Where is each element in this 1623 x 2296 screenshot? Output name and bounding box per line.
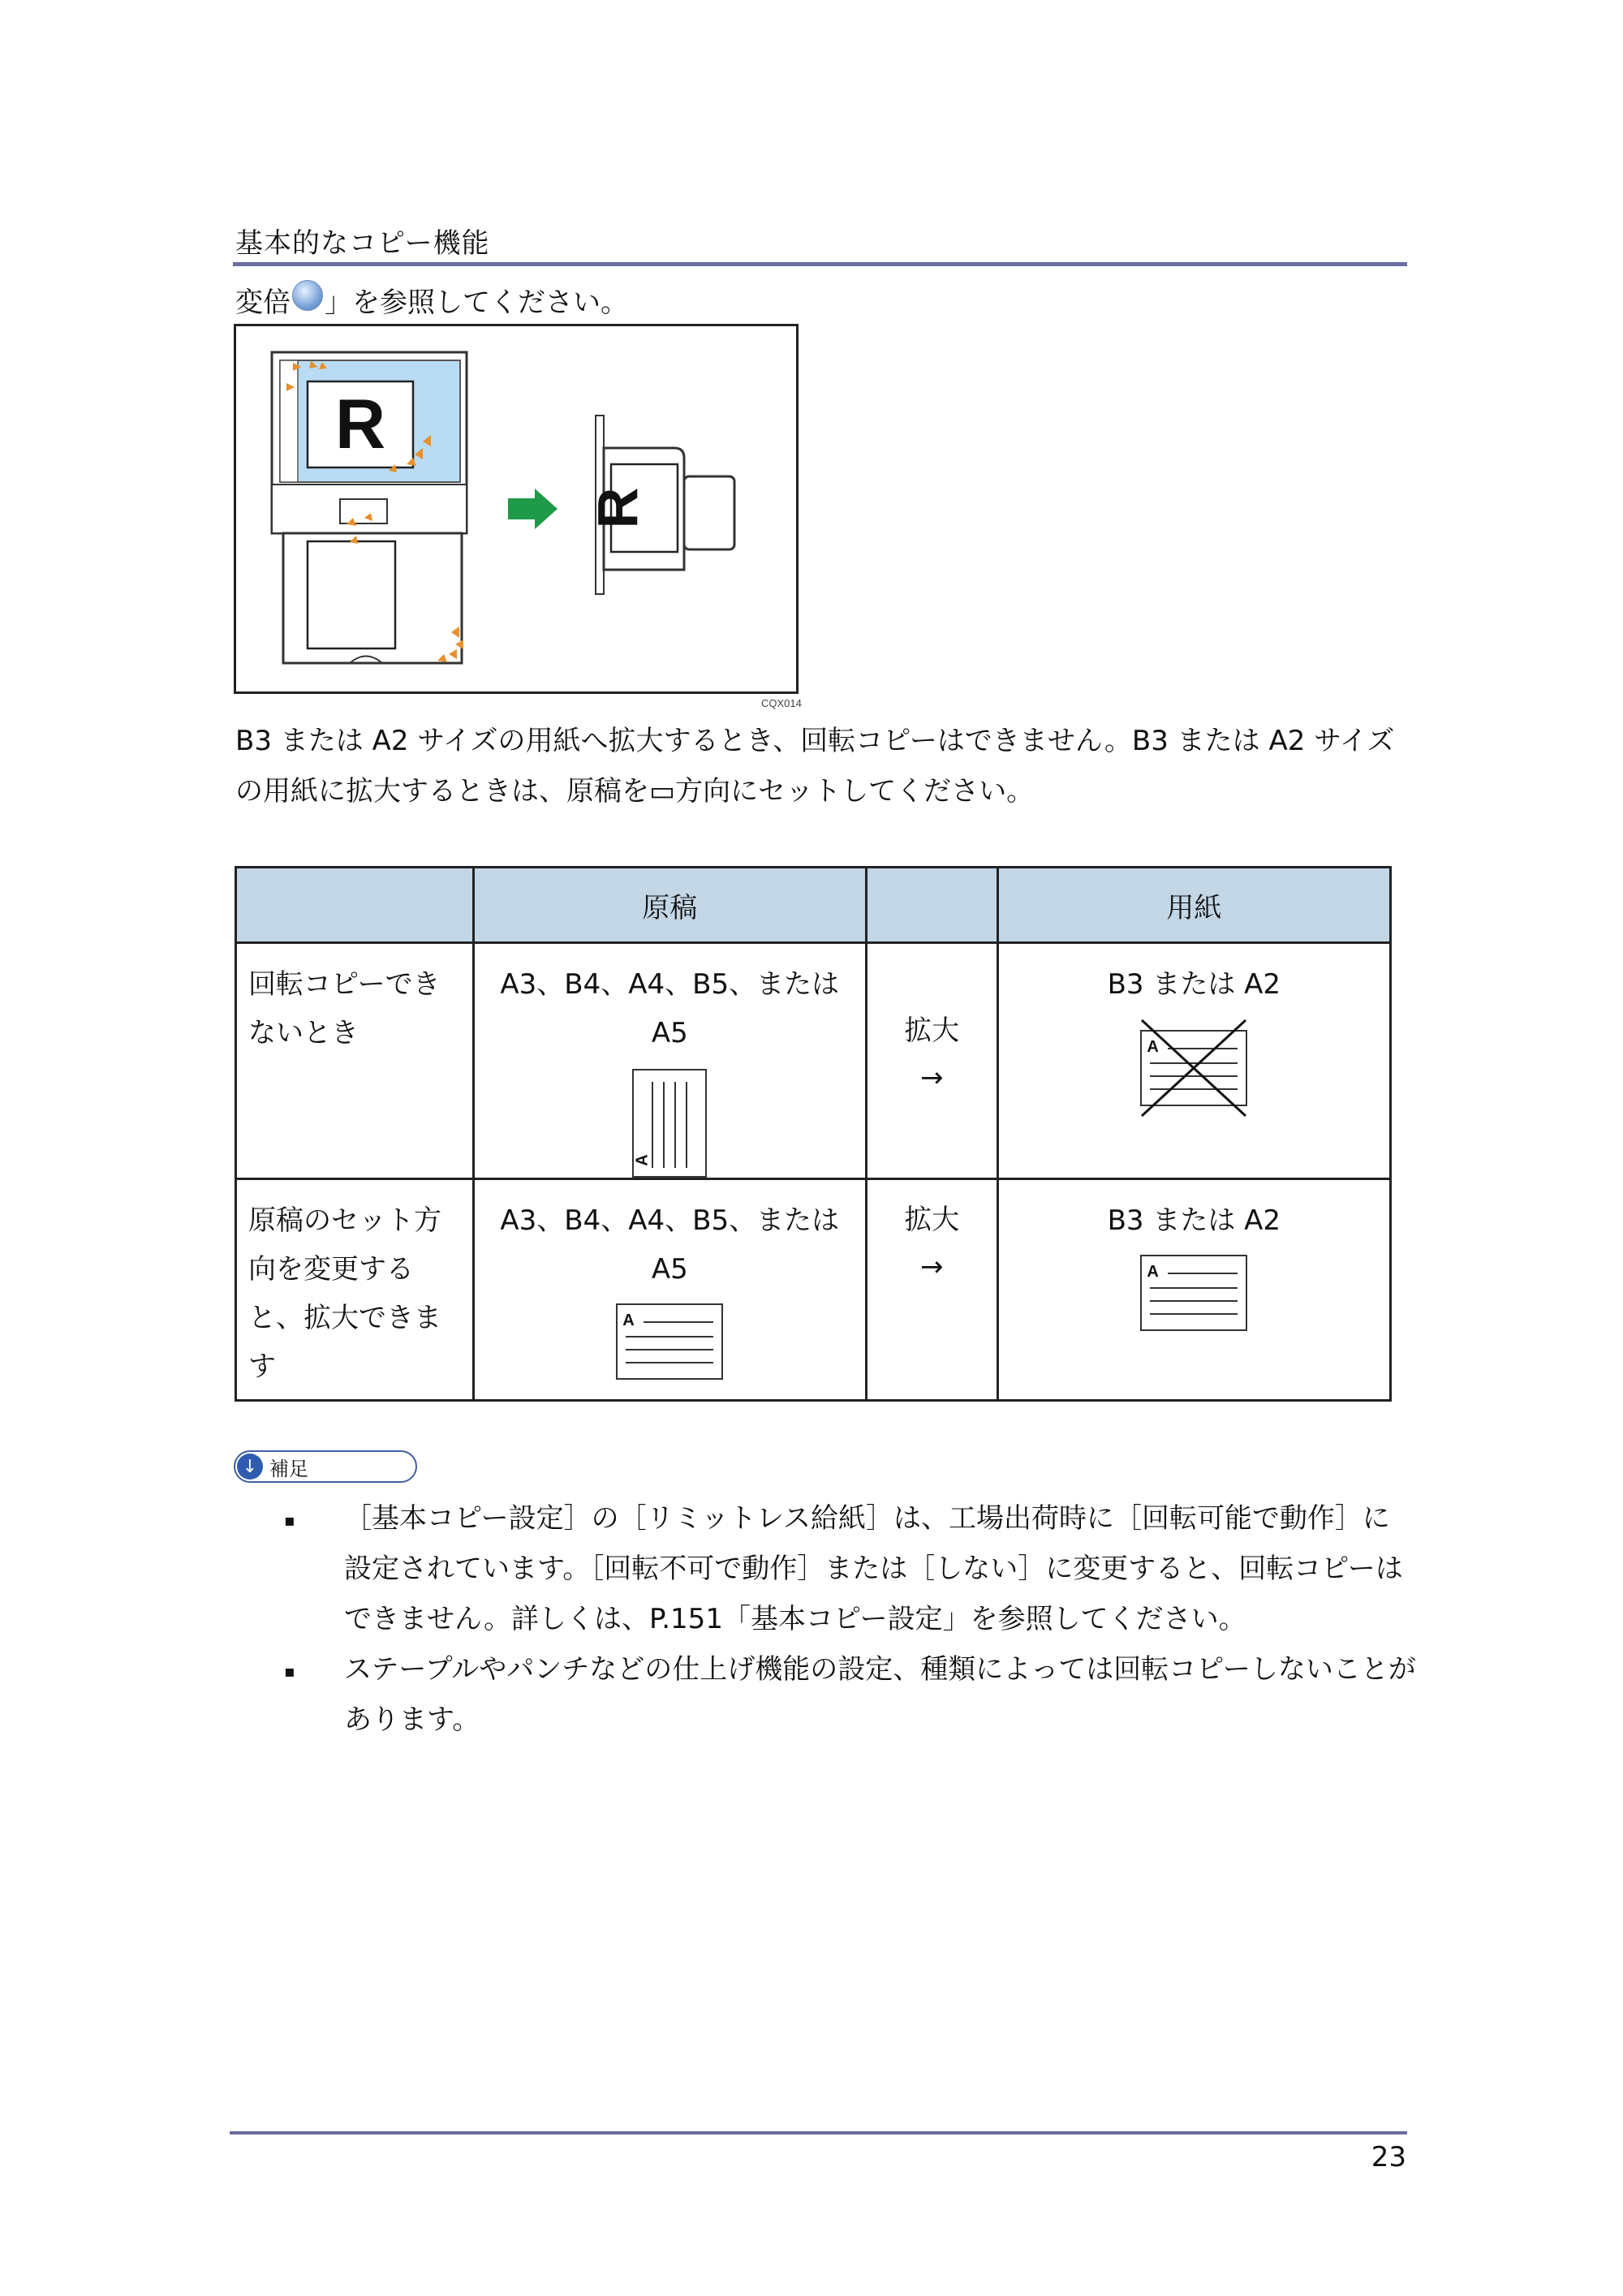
row-label-cell [236, 943, 474, 1179]
header-cell-original: 原稿 [473, 868, 866, 943]
landscape-sheet-icon [616, 1303, 723, 1380]
row-label-cell [236, 1179, 474, 1401]
paper-sizes: B3 または A2 [1107, 1204, 1281, 1237]
bullet-icon: ▪ [284, 1510, 295, 1530]
body-paragraph: B3 または A2 サイズの用紙へ拡大するとき、回転コピーはできません。B3 または A2 サイズの用紙に拡大するときは、原稿を▭方向にセットしてください。 [235, 725, 1395, 808]
header-cell-empty [236, 868, 474, 943]
op-text [867, 944, 997, 1101]
list-item-text: ステープルやパンチなどの仕上げ機能の設定、種類によっては回転コピーしないことがあります。 [344, 1653, 1416, 1736]
sheet-letter: A [1147, 1263, 1159, 1281]
arrow-icon: → [920, 1062, 944, 1094]
portrait-sheet-icon [632, 1069, 707, 1178]
op-cell [866, 943, 997, 1179]
sheet-letter: A [622, 1312, 635, 1329]
supplement-badge [234, 1450, 417, 1483]
enlarge-label: 拡大 [904, 1204, 960, 1236]
original-sizes: A3、B4、A4、B5、または A5 [500, 968, 840, 1049]
original-sizes: A3、B4、A4、B5、または A5 [500, 1204, 840, 1286]
header-rule [233, 262, 1407, 266]
sheet-letter: A [1147, 1038, 1159, 1056]
paper-cell [997, 1179, 1390, 1401]
original-cell [473, 1179, 866, 1401]
op-text [867, 1180, 997, 1290]
table-header-row [236, 868, 1391, 943]
supplement-list [284, 1493, 1416, 1745]
landscape-sheet-crossed-icon [1140, 1030, 1247, 1106]
row-label: 回転コピーできないとき [248, 968, 441, 1049]
op-cell [866, 1179, 997, 1401]
header-cell-op [866, 868, 997, 943]
arrow-icon: → [920, 1251, 944, 1283]
letter-r-rotated: R [586, 487, 649, 529]
table-row [236, 1179, 1391, 1401]
page-number: 23 [1371, 2141, 1406, 2173]
figure-code: CQX014 [761, 697, 802, 709]
section-title: 基本的なコピー機能 [235, 227, 490, 260]
bullet-icon: ▪ [284, 1661, 295, 1681]
original-cell [473, 943, 866, 1179]
magnify-icon [292, 280, 323, 311]
paper-cell [997, 943, 1390, 1179]
intro-line [235, 280, 628, 320]
row-label: 原稿のセット方向を変更すると、拡大できます [248, 1204, 441, 1383]
landscape-sheet-icon [1140, 1255, 1247, 1331]
enlarge-table [235, 866, 1392, 1402]
list-item [284, 1644, 1416, 1745]
letter-r-main: R [334, 386, 386, 463]
copier-illustration [236, 326, 796, 691]
table-row [236, 943, 1391, 1179]
header-cell-paper: 用紙 [997, 868, 1390, 943]
footer-rule [230, 2131, 1407, 2134]
intro-text-before: 変倍 [235, 286, 291, 319]
enlarge-label: 拡大 [904, 1014, 960, 1047]
intro-text-after: 」を参照してください。 [325, 286, 628, 319]
sheet-letter: A [633, 1154, 652, 1166]
cross-mark-icon [1139, 1017, 1249, 1119]
copier-figure [234, 324, 799, 694]
list-item-text: ［基本コピー設定］の［リミットレス給紙］は、工場出荷時に［回転可能で動作］に設定されています。［回転不可で動作］または［しない］に変更すると、回転コピーはできません。詳しくは、P.151「基本コピー設定」を参照してください。 [344, 1502, 1403, 1635]
paper-sizes: B3 または A2 [1107, 968, 1281, 1001]
list-item [284, 1493, 1416, 1644]
down-arrow-icon: ↓ [237, 1454, 263, 1480]
supplement-label: 補足 [269, 1457, 308, 1480]
green-arrow [508, 489, 558, 529]
